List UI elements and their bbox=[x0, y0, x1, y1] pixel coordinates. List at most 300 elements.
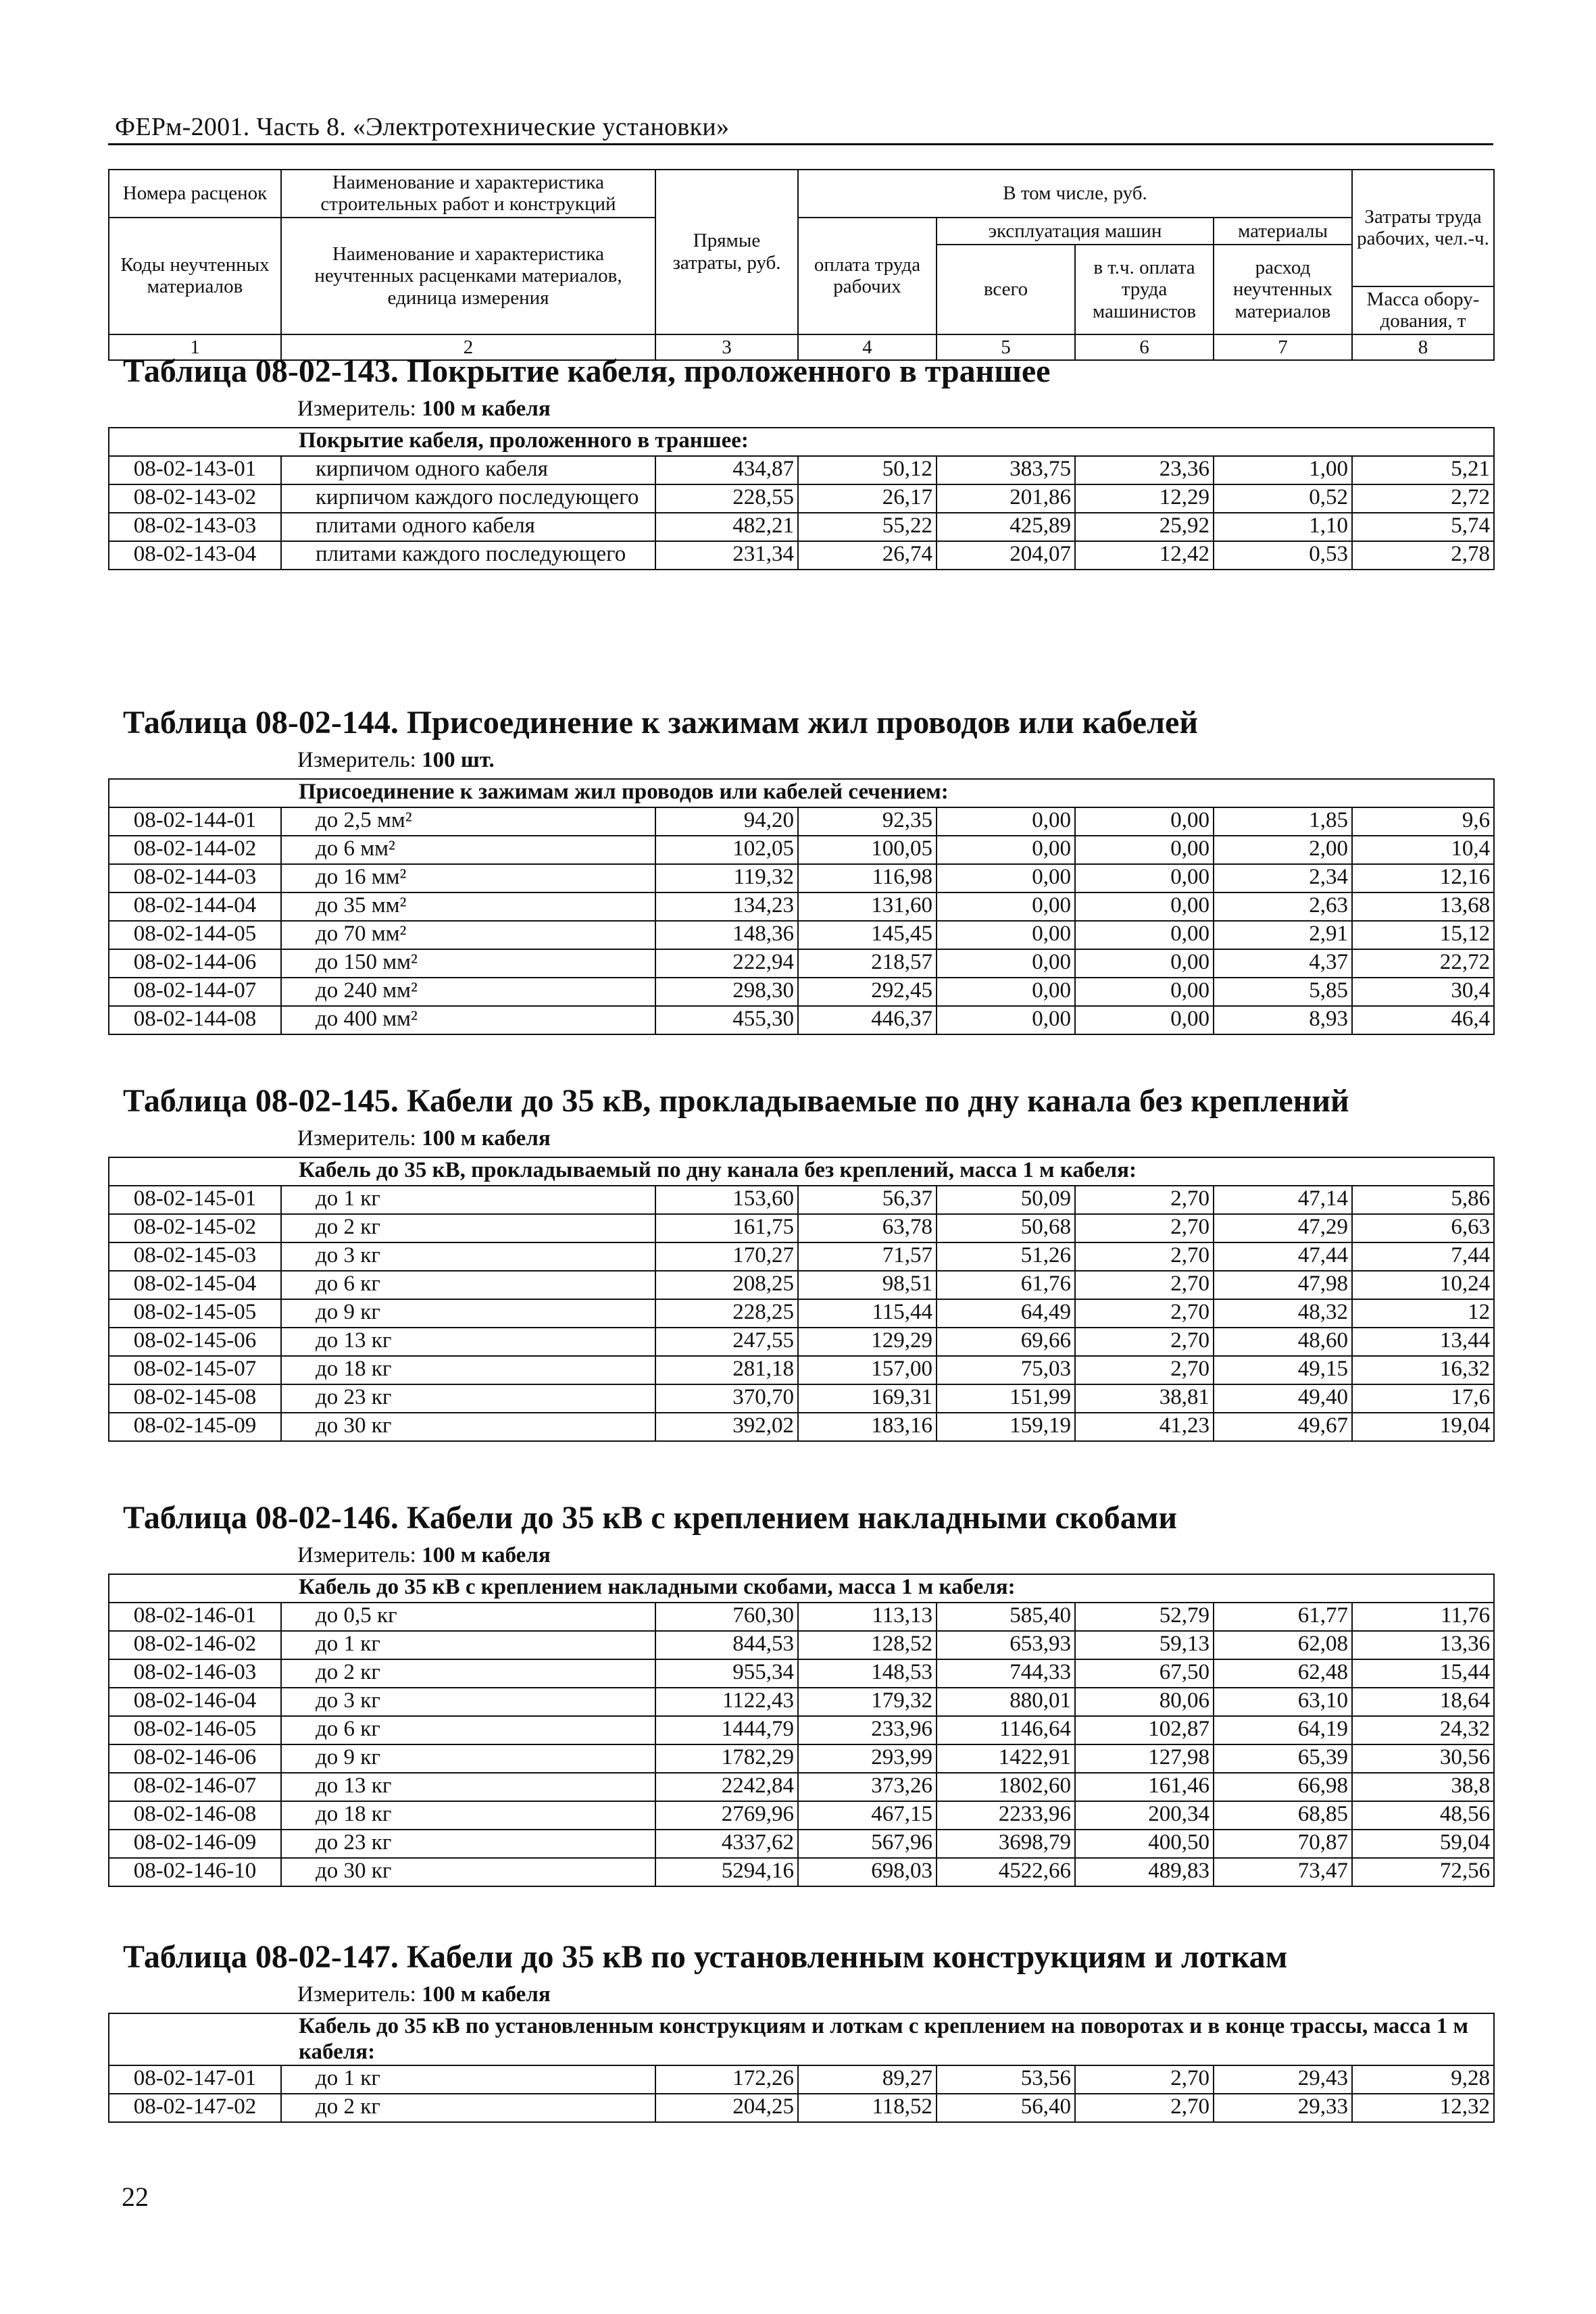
hdr-direct-costs: Прямые затраты, руб. bbox=[655, 170, 798, 334]
page-number: 22 bbox=[122, 2182, 149, 2212]
operator-pay-value: 2,70 bbox=[1075, 1328, 1214, 1356]
rate-name: кирпичом каждого последующего bbox=[281, 484, 655, 513]
labor-value: 0,53 bbox=[1214, 541, 1352, 570]
table-row bbox=[109, 1858, 1494, 1886]
labor-value: 1,85 bbox=[1214, 807, 1352, 836]
table-section bbox=[108, 703, 1493, 1035]
labor-value: 70,87 bbox=[1214, 1830, 1352, 1858]
table-row bbox=[109, 456, 1494, 484]
group-heading: Кабель до 35 кВ по установленным конструкциям и лоткам с креплением на поворотах и в конце трассы, масса 1 м кабеля: bbox=[109, 2013, 1494, 2066]
running-header: ФЕРм-2001. Часть 8. «Электротехнические установки» bbox=[115, 113, 730, 141]
machine-total-value: 880,01 bbox=[937, 1688, 1075, 1716]
rate-name: до 1 кг bbox=[281, 1631, 655, 1659]
table-row bbox=[109, 864, 1494, 892]
direct-costs-value: 844,53 bbox=[655, 1631, 798, 1659]
table-row bbox=[109, 513, 1494, 541]
operator-pay-value: 102,87 bbox=[1075, 1716, 1214, 1744]
worker-pay-value: 92,35 bbox=[798, 807, 937, 836]
labor-value: 4,37 bbox=[1214, 949, 1352, 978]
table-row bbox=[109, 978, 1494, 1006]
rate-code: 08-02-145-08 bbox=[109, 1384, 281, 1413]
machine-total-value: 61,76 bbox=[937, 1271, 1075, 1299]
material-value: 30,56 bbox=[1352, 1744, 1494, 1773]
labor-value: 5,85 bbox=[1214, 978, 1352, 1006]
operator-pay-value: 2,70 bbox=[1075, 1299, 1214, 1328]
rate-code: 08-02-144-05 bbox=[109, 921, 281, 949]
measure-label: Измеритель: bbox=[297, 1126, 416, 1151]
group-row bbox=[109, 779, 1494, 807]
material-value: 5,86 bbox=[1352, 1186, 1494, 1214]
worker-pay-value: 56,37 bbox=[798, 1186, 937, 1214]
rate-code: 08-02-146-10 bbox=[109, 1858, 281, 1886]
rate-code: 08-02-143-01 bbox=[109, 456, 281, 484]
labor-value: 68,85 bbox=[1214, 1801, 1352, 1830]
machine-total-value: 1802,60 bbox=[937, 1773, 1075, 1801]
worker-pay-value: 179,32 bbox=[798, 1688, 937, 1716]
rate-table bbox=[108, 427, 1495, 570]
direct-costs-value: 228,25 bbox=[655, 1299, 798, 1328]
table-section bbox=[108, 1081, 1493, 1442]
rate-name: до 3 кг bbox=[281, 1242, 655, 1271]
direct-costs-value: 1122,43 bbox=[655, 1688, 798, 1716]
labor-value: 8,93 bbox=[1214, 1006, 1352, 1034]
rate-code: 08-02-144-08 bbox=[109, 1006, 281, 1034]
worker-pay-value: 373,26 bbox=[798, 1773, 937, 1801]
table-section bbox=[108, 351, 1493, 570]
rate-name: до 2,5 мм² bbox=[281, 807, 655, 836]
rate-table bbox=[108, 2013, 1495, 2123]
operator-pay-value: 2,70 bbox=[1075, 1356, 1214, 1384]
labor-value: 73,47 bbox=[1214, 1858, 1352, 1886]
machine-total-value: 151,99 bbox=[937, 1384, 1075, 1413]
rate-name: плитами каждого последующего bbox=[281, 541, 655, 570]
rate-code: 08-02-144-04 bbox=[109, 892, 281, 921]
operator-pay-value: 25,92 bbox=[1075, 513, 1214, 541]
col-number: 1 bbox=[109, 334, 281, 360]
direct-costs-value: 2242,84 bbox=[655, 1773, 798, 1801]
rate-name: до 23 кг bbox=[281, 1384, 655, 1413]
machine-total-value: 64,49 bbox=[937, 1299, 1075, 1328]
direct-costs-value: 148,36 bbox=[655, 921, 798, 949]
table-row bbox=[109, 1006, 1494, 1034]
machine-total-value: 0,00 bbox=[937, 864, 1075, 892]
material-value: 24,32 bbox=[1352, 1716, 1494, 1744]
worker-pay-value: 145,45 bbox=[798, 921, 937, 949]
operator-pay-value: 0,00 bbox=[1075, 836, 1214, 864]
measure-value: 100 м кабеля bbox=[422, 1543, 551, 1567]
operator-pay-value: 489,83 bbox=[1075, 1858, 1214, 1886]
rate-code: 08-02-144-01 bbox=[109, 807, 281, 836]
direct-costs-value: 1444,79 bbox=[655, 1716, 798, 1744]
hdr-materials: материалы bbox=[1214, 218, 1352, 245]
machine-total-value: 1146,64 bbox=[937, 1716, 1075, 1744]
material-value: 30,4 bbox=[1352, 978, 1494, 1006]
rate-name: до 0,5 кг bbox=[281, 1603, 655, 1631]
direct-costs-value: 5294,16 bbox=[655, 1858, 798, 1886]
hdr-unaccounted-codes: Коды неучтенных материалов bbox=[109, 218, 281, 334]
machine-total-value: 3698,79 bbox=[937, 1830, 1075, 1858]
group-heading: Кабель до 35 кВ с креплением накладными скобами, масса 1 м кабеля: bbox=[109, 1574, 1494, 1603]
rate-code: 08-02-146-07 bbox=[109, 1773, 281, 1801]
rate-name: до 6 кг bbox=[281, 1716, 655, 1744]
worker-pay-value: 169,31 bbox=[798, 1384, 937, 1413]
measure-line bbox=[297, 747, 1493, 774]
direct-costs-value: 955,34 bbox=[655, 1659, 798, 1688]
material-value: 9,6 bbox=[1352, 807, 1494, 836]
worker-pay-value: 100,05 bbox=[798, 836, 937, 864]
table-row bbox=[109, 2065, 1494, 2094]
rate-code: 08-02-145-07 bbox=[109, 1356, 281, 1384]
hdr-equipment-mass: Масса обору- дования, т bbox=[1352, 286, 1494, 334]
machine-total-value: 744,33 bbox=[937, 1659, 1075, 1688]
table-title: Таблица 08-02-144. Присоединение к зажимам жил проводов или кабелей bbox=[123, 705, 1198, 740]
group-heading: Покрытие кабеля, проложенного в траншее: bbox=[109, 428, 1494, 456]
worker-pay-value: 218,57 bbox=[798, 949, 937, 978]
direct-costs-value: 102,05 bbox=[655, 836, 798, 864]
table-row bbox=[109, 1356, 1494, 1384]
direct-costs-value: 434,87 bbox=[655, 456, 798, 484]
material-value: 19,04 bbox=[1352, 1413, 1494, 1441]
direct-costs-value: 204,25 bbox=[655, 2094, 798, 2122]
machine-total-value: 0,00 bbox=[937, 836, 1075, 864]
table-row bbox=[109, 1186, 1494, 1214]
table-row bbox=[109, 1773, 1494, 1801]
rate-code: 08-02-144-03 bbox=[109, 864, 281, 892]
table-row bbox=[109, 1659, 1494, 1688]
worker-pay-value: 131,60 bbox=[798, 892, 937, 921]
rate-name: до 9 кг bbox=[281, 1299, 655, 1328]
rate-code: 08-02-146-01 bbox=[109, 1603, 281, 1631]
operator-pay-value: 23,36 bbox=[1075, 456, 1214, 484]
table-row bbox=[109, 1214, 1494, 1242]
operator-pay-value: 0,00 bbox=[1075, 892, 1214, 921]
machine-total-value: 204,07 bbox=[937, 541, 1075, 570]
direct-costs-value: 208,25 bbox=[655, 1271, 798, 1299]
labor-value: 66,98 bbox=[1214, 1773, 1352, 1801]
table-section bbox=[108, 1498, 1493, 1887]
labor-value: 49,40 bbox=[1214, 1384, 1352, 1413]
rate-code: 08-02-146-05 bbox=[109, 1716, 281, 1744]
material-value: 10,24 bbox=[1352, 1271, 1494, 1299]
labor-value: 63,10 bbox=[1214, 1688, 1352, 1716]
hdr-total: всего bbox=[937, 245, 1075, 334]
direct-costs-value: 119,32 bbox=[655, 864, 798, 892]
rate-code: 08-02-146-02 bbox=[109, 1631, 281, 1659]
material-value: 72,56 bbox=[1352, 1858, 1494, 1886]
group-row bbox=[109, 428, 1494, 456]
rate-code: 08-02-145-03 bbox=[109, 1242, 281, 1271]
labor-value: 62,48 bbox=[1214, 1659, 1352, 1688]
rate-code: 08-02-146-03 bbox=[109, 1659, 281, 1688]
direct-costs-value: 134,23 bbox=[655, 892, 798, 921]
worker-pay-value: 567,96 bbox=[798, 1830, 937, 1858]
table-title: Таблица 08-02-145. Кабели до 35 кВ, прокладываемые по дну канала без креплений bbox=[123, 1083, 1349, 1119]
operator-pay-value: 2,70 bbox=[1075, 1186, 1214, 1214]
rate-name: до 3 кг bbox=[281, 1688, 655, 1716]
worker-pay-value: 55,22 bbox=[798, 513, 937, 541]
machine-total-value: 69,66 bbox=[937, 1328, 1075, 1356]
direct-costs-value: 170,27 bbox=[655, 1242, 798, 1271]
labor-value: 61,77 bbox=[1214, 1603, 1352, 1631]
operator-pay-value: 0,00 bbox=[1075, 921, 1214, 949]
machine-total-value: 50,09 bbox=[937, 1186, 1075, 1214]
rate-name: до 240 мм² bbox=[281, 978, 655, 1006]
group-row bbox=[109, 1574, 1494, 1603]
hdr-worker-pay: оплата труда рабочих bbox=[798, 218, 937, 334]
operator-pay-value: 161,46 bbox=[1075, 1773, 1214, 1801]
worker-pay-value: 129,29 bbox=[798, 1328, 937, 1356]
material-value: 38,8 bbox=[1352, 1773, 1494, 1801]
table-row bbox=[109, 892, 1494, 921]
operator-pay-value: 41,23 bbox=[1075, 1413, 1214, 1441]
labor-value: 0,52 bbox=[1214, 484, 1352, 513]
labor-value: 1,00 bbox=[1214, 456, 1352, 484]
material-value: 18,64 bbox=[1352, 1688, 1494, 1716]
rate-table bbox=[108, 1157, 1495, 1442]
table-row bbox=[109, 1688, 1494, 1716]
rate-name: до 2 кг bbox=[281, 1214, 655, 1242]
rate-name: до 2 кг bbox=[281, 1659, 655, 1688]
rate-name: до 30 кг bbox=[281, 1858, 655, 1886]
rate-name: до 6 кг bbox=[281, 1271, 655, 1299]
worker-pay-value: 157,00 bbox=[798, 1356, 937, 1384]
group-heading: Присоединение к зажимам жил проводов или кабелей сечением: bbox=[109, 779, 1494, 807]
table-row bbox=[109, 1631, 1494, 1659]
labor-value: 48,32 bbox=[1214, 1299, 1352, 1328]
col-number: 5 bbox=[937, 334, 1075, 360]
material-value: 13,36 bbox=[1352, 1631, 1494, 1659]
material-value: 7,44 bbox=[1352, 1242, 1494, 1271]
labor-value: 47,14 bbox=[1214, 1186, 1352, 1214]
worker-pay-value: 233,96 bbox=[798, 1716, 937, 1744]
direct-costs-value: 281,18 bbox=[655, 1356, 798, 1384]
rate-name: до 13 кг bbox=[281, 1773, 655, 1801]
measure-line bbox=[297, 396, 1493, 423]
rate-code: 08-02-145-01 bbox=[109, 1186, 281, 1214]
rate-name: до 400 мм² bbox=[281, 1006, 655, 1034]
rate-name: до 35 мм² bbox=[281, 892, 655, 921]
material-value: 22,72 bbox=[1352, 949, 1494, 978]
rate-name: кирпичом одного кабеля bbox=[281, 456, 655, 484]
col-number: 3 bbox=[655, 334, 798, 360]
table-row bbox=[109, 1271, 1494, 1299]
machine-total-value: 51,26 bbox=[937, 1242, 1075, 1271]
operator-pay-value: 0,00 bbox=[1075, 864, 1214, 892]
labor-value: 47,98 bbox=[1214, 1271, 1352, 1299]
rate-code: 08-02-146-08 bbox=[109, 1801, 281, 1830]
rate-name: до 6 мм² bbox=[281, 836, 655, 864]
material-value: 12,32 bbox=[1352, 2094, 1494, 2122]
material-value: 2,72 bbox=[1352, 484, 1494, 513]
rate-table bbox=[108, 778, 1495, 1035]
worker-pay-value: 63,78 bbox=[798, 1214, 937, 1242]
labor-value: 2,91 bbox=[1214, 921, 1352, 949]
measure-label: Измеритель: bbox=[297, 397, 416, 421]
direct-costs-value: 228,55 bbox=[655, 484, 798, 513]
rate-name: до 9 кг bbox=[281, 1744, 655, 1773]
labor-value: 2,63 bbox=[1214, 892, 1352, 921]
table-row bbox=[109, 921, 1494, 949]
direct-costs-value: 94,20 bbox=[655, 807, 798, 836]
operator-pay-value: 59,13 bbox=[1075, 1631, 1214, 1659]
measure-line bbox=[297, 1982, 1493, 2009]
material-value: 2,78 bbox=[1352, 541, 1494, 570]
operator-pay-value: 12,29 bbox=[1075, 484, 1214, 513]
worker-pay-value: 26,17 bbox=[798, 484, 937, 513]
operator-pay-value: 2,70 bbox=[1075, 2094, 1214, 2122]
operator-pay-value: 400,50 bbox=[1075, 1830, 1214, 1858]
rate-code: 08-02-144-06 bbox=[109, 949, 281, 978]
worker-pay-value: 698,03 bbox=[798, 1858, 937, 1886]
rate-code: 08-02-143-03 bbox=[109, 513, 281, 541]
machine-total-value: 383,75 bbox=[937, 456, 1075, 484]
machine-total-value: 0,00 bbox=[937, 892, 1075, 921]
worker-pay-value: 292,45 bbox=[798, 978, 937, 1006]
col-number: 4 bbox=[798, 334, 937, 360]
labor-value: 47,44 bbox=[1214, 1242, 1352, 1271]
operator-pay-value: 2,70 bbox=[1075, 1214, 1214, 1242]
measure-label: Измеритель: bbox=[297, 1982, 416, 2007]
material-value: 16,32 bbox=[1352, 1356, 1494, 1384]
group-row bbox=[109, 1157, 1494, 1186]
operator-pay-value: 80,06 bbox=[1075, 1688, 1214, 1716]
operator-pay-value: 0,00 bbox=[1075, 978, 1214, 1006]
worker-pay-value: 71,57 bbox=[798, 1242, 937, 1271]
labor-value: 48,60 bbox=[1214, 1328, 1352, 1356]
table-row bbox=[109, 2094, 1494, 2122]
table-row bbox=[109, 1801, 1494, 1830]
machine-total-value: 0,00 bbox=[937, 949, 1075, 978]
worker-pay-value: 26,74 bbox=[798, 541, 937, 570]
machine-total-value: 0,00 bbox=[937, 921, 1075, 949]
col-number: 7 bbox=[1214, 334, 1352, 360]
measure-value: 100 м кабеля bbox=[422, 1982, 551, 2007]
table-row bbox=[109, 484, 1494, 513]
machine-total-value: 0,00 bbox=[937, 978, 1075, 1006]
rate-code: 08-02-147-02 bbox=[109, 2094, 281, 2122]
operator-pay-value: 67,50 bbox=[1075, 1659, 1214, 1688]
material-value: 48,56 bbox=[1352, 1801, 1494, 1830]
machine-total-value: 75,03 bbox=[937, 1356, 1075, 1384]
table-row bbox=[109, 1299, 1494, 1328]
machine-total-value: 1422,91 bbox=[937, 1744, 1075, 1773]
direct-costs-value: 4337,62 bbox=[655, 1830, 798, 1858]
hdr-rate-name: Наименование и характеристика строительных работ и конструкций bbox=[281, 170, 655, 218]
worker-pay-value: 50,12 bbox=[798, 456, 937, 484]
operator-pay-value: 12,42 bbox=[1075, 541, 1214, 570]
direct-costs-value: 455,30 bbox=[655, 1006, 798, 1034]
machine-total-value: 2233,96 bbox=[937, 1801, 1075, 1830]
direct-costs-value: 231,34 bbox=[655, 541, 798, 570]
material-value: 13,68 bbox=[1352, 892, 1494, 921]
table-row bbox=[109, 949, 1494, 978]
machine-total-value: 53,56 bbox=[937, 2065, 1075, 2094]
rate-name: до 1 кг bbox=[281, 1186, 655, 1214]
rate-name: до 150 мм² bbox=[281, 949, 655, 978]
direct-costs-value: 482,21 bbox=[655, 513, 798, 541]
rate-name: до 13 кг bbox=[281, 1328, 655, 1356]
table-row bbox=[109, 1328, 1494, 1356]
table-section bbox=[108, 1937, 1493, 2123]
rate-code: 08-02-147-01 bbox=[109, 2065, 281, 2094]
worker-pay-value: 89,27 bbox=[798, 2065, 937, 2094]
measure-value: 100 шт. bbox=[422, 748, 495, 772]
header-rule bbox=[108, 143, 1493, 145]
material-value: 9,28 bbox=[1352, 2065, 1494, 2094]
material-value: 46,4 bbox=[1352, 1006, 1494, 1034]
rate-code: 08-02-145-02 bbox=[109, 1214, 281, 1242]
table-row bbox=[109, 541, 1494, 570]
measure-label: Измеритель: bbox=[297, 1543, 416, 1567]
labor-value: 49,67 bbox=[1214, 1413, 1352, 1441]
hdr-including: В том числе, руб. bbox=[798, 170, 1352, 218]
rate-name: до 30 кг bbox=[281, 1413, 655, 1441]
rate-code: 08-02-144-02 bbox=[109, 836, 281, 864]
rate-code: 08-02-146-06 bbox=[109, 1744, 281, 1773]
labor-value: 47,29 bbox=[1214, 1214, 1352, 1242]
worker-pay-value: 183,16 bbox=[798, 1413, 937, 1441]
worker-pay-value: 118,52 bbox=[798, 2094, 937, 2122]
direct-costs-value: 1782,29 bbox=[655, 1744, 798, 1773]
hdr-unaccounted-name: Наименование и характеристика неучтенных расценками материалов, единица измерения bbox=[281, 218, 655, 334]
machine-total-value: 56,40 bbox=[937, 2094, 1075, 2122]
group-row bbox=[109, 2013, 1494, 2066]
material-value: 5,74 bbox=[1352, 513, 1494, 541]
worker-pay-value: 115,44 bbox=[798, 1299, 937, 1328]
direct-costs-value: 222,94 bbox=[655, 949, 798, 978]
worker-pay-value: 148,53 bbox=[798, 1659, 937, 1688]
col-number: 8 bbox=[1352, 334, 1494, 360]
rate-code: 08-02-146-04 bbox=[109, 1688, 281, 1716]
hdr-machine-operation: эксплуатация машин bbox=[937, 218, 1214, 245]
operator-pay-value: 0,00 bbox=[1075, 807, 1214, 836]
direct-costs-value: 2769,96 bbox=[655, 1801, 798, 1830]
worker-pay-value: 446,37 bbox=[798, 1006, 937, 1034]
operator-pay-value: 52,79 bbox=[1075, 1603, 1214, 1631]
direct-costs-value: 760,30 bbox=[655, 1603, 798, 1631]
worker-pay-value: 116,98 bbox=[798, 864, 937, 892]
machine-total-value: 653,93 bbox=[937, 1631, 1075, 1659]
direct-costs-value: 247,55 bbox=[655, 1328, 798, 1356]
rate-code: 08-02-145-09 bbox=[109, 1413, 281, 1441]
machine-total-value: 425,89 bbox=[937, 513, 1075, 541]
material-value: 5,21 bbox=[1352, 456, 1494, 484]
table-row bbox=[109, 1242, 1494, 1271]
operator-pay-value: 2,70 bbox=[1075, 1242, 1214, 1271]
rate-code: 08-02-144-07 bbox=[109, 978, 281, 1006]
machine-total-value: 159,19 bbox=[937, 1413, 1075, 1441]
table-row bbox=[109, 1603, 1494, 1631]
worker-pay-value: 467,15 bbox=[798, 1801, 937, 1830]
measure-line bbox=[297, 1542, 1493, 1569]
group-heading: Кабель до 35 кВ, прокладываемый по дну канала без креплений, масса 1 м кабеля: bbox=[109, 1157, 1494, 1186]
hdr-operator-pay: в т.ч. оплата труда машинистов bbox=[1075, 245, 1214, 334]
table-title: Таблица 08-02-146. Кабели до 35 кВ с креплением накладными скобами bbox=[123, 1500, 1178, 1536]
rate-code: 08-02-143-02 bbox=[109, 484, 281, 513]
hdr-material-use: расход неучтенных материалов bbox=[1214, 245, 1352, 334]
table-row bbox=[109, 1716, 1494, 1744]
machine-total-value: 0,00 bbox=[937, 1006, 1075, 1034]
operator-pay-value: 200,34 bbox=[1075, 1801, 1214, 1830]
column-header-table bbox=[108, 169, 1495, 361]
rate-name: до 18 кг bbox=[281, 1356, 655, 1384]
measure-line bbox=[297, 1126, 1493, 1153]
labor-value: 49,15 bbox=[1214, 1356, 1352, 1384]
worker-pay-value: 113,13 bbox=[798, 1603, 937, 1631]
labor-value: 29,33 bbox=[1214, 2094, 1352, 2122]
hdr-rate-numbers: Номера расценок bbox=[109, 170, 281, 218]
table-row bbox=[109, 1830, 1494, 1858]
